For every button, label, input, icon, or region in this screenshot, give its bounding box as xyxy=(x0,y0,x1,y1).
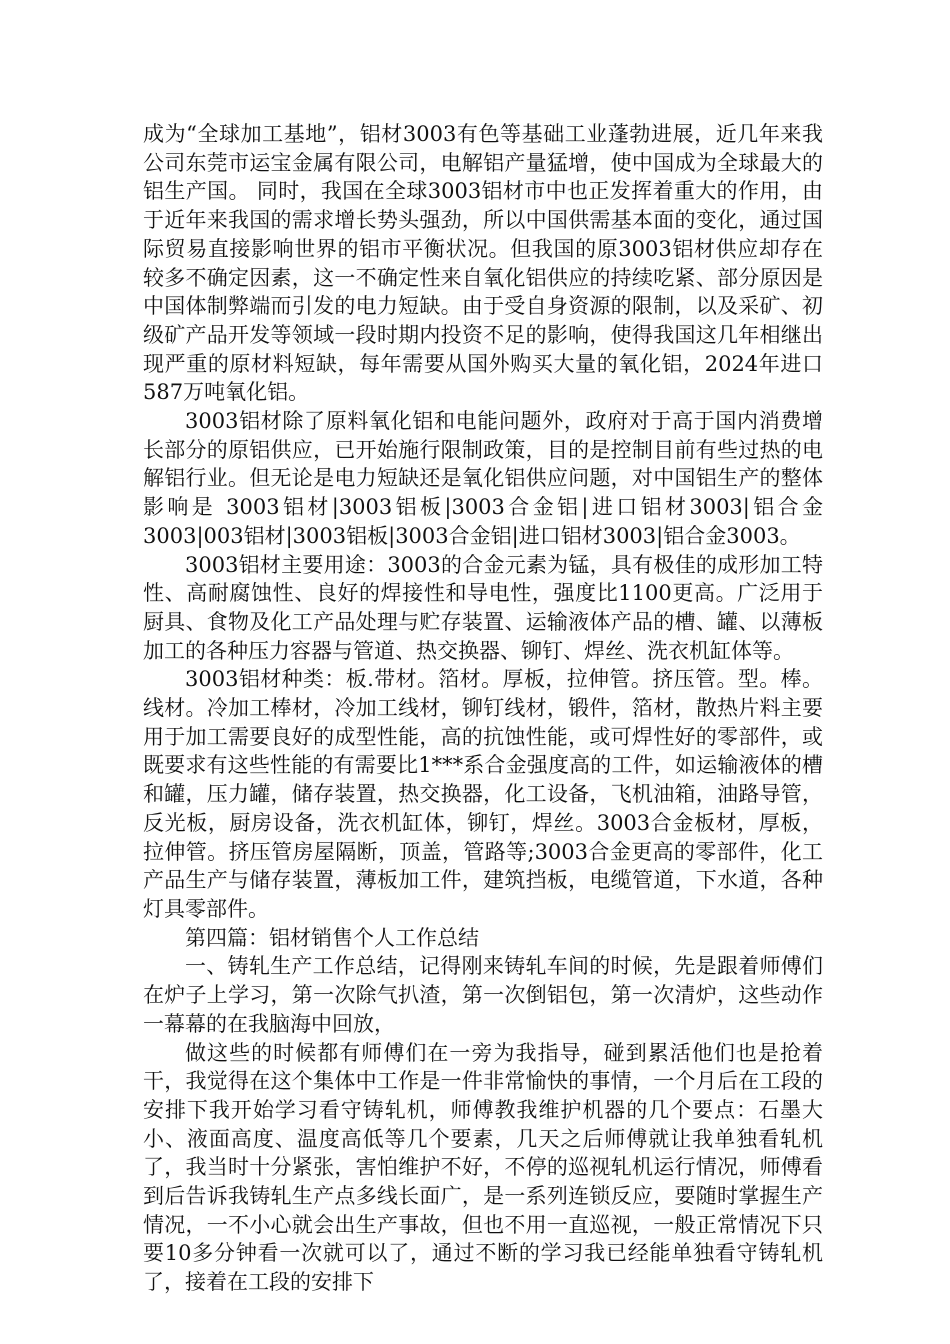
paragraph-1: 成为“全球加工基地”，铝材3003有色等基础工业蓬勃进展，近几年来我公司东莞市运宝金属有限公司，电解铝产量猛增，使中国成为全球最大的铝生产国。 同时，我国在全球3003铝材市中也正发挥着重大的作用，由于近年来我国的需求增长势头强劲，所以中国供需基本面的变化，通过国际贸易直接影响世界的铝市平衡状况。但我国的原3003铝材供应却存在较多不确定因素，这一不确定性来自氧化铝供应的持续吃紧、部分原因是中国体制弊端而引发的电力短缺。由于受自身资源的限制，以及采矿、初级矿产品开发等领域一段时期内投资不足的影响，使得我国这几年相继出现严重的原材料短缺，每年需要从国外购买大量的氧化铝，2024年进口587万吨氧化铝。 xyxy=(143,122,823,405)
paragraph-5: 一、铸轧生产工作总结，记得刚来铸轧车间的时候，先是跟着师傅们在炉子上学习，第一次除气扒渣，第一次倒铝包，第一次清炉，这些动作一幕幕的在我脑海中回放， xyxy=(143,954,823,1036)
paragraph-6: 做这些的时候都有师傅们在一旁为我指导，碰到累活他们也是抢着干，我觉得在这个集体中工作是一件非常愉快的事情，一个月后在工段的安排下我开始学习看守铸轧机，师傅教我维护机器的几个要点：石墨大小、液面高度、温度高低等几个要素，几天之后师傅就让我单独看轧机了，我当时十分紧张，害怕维护不好，不停的巡视轧机运行情况，师傅看到后告诉我铸轧生产点多线长面广，是一系列连锁反应，要随时掌握生产情况，一不小心就会出生产事故，但也不用一直巡视，一般正常情况下只要10多分钟看一次就可以了，通过不断的学习我已经能单独看守铸轧机了，接着在工段的安排下 xyxy=(143,1040,823,1295)
paragraph-4: 3003铝材种类：板.带材。箔材。厚板，拉伸管。挤压管。型。棒。线材。冷加工棒材，冷加工线材，铆钉线材，锻件，箔材，散热片料主要用于加工需要良好的成型性能，高的抗蚀性能，或可焊性好的零部件，或既要求有这些性能的有需要比1***系合金强度高的工件，如运输液体的槽和罐，压力罐，储存装置，热交换器，化工设备，飞机油箱，油路导管，反光板，厨房设备，洗衣机缸体，铆钉，焊丝。3003合金板材，厚板，拉伸管。挤压管房屋隔断，顶盖，管路等;3003合金更高的零部件，化工产品生产与储存装置，薄板加工件，建筑挡板，电缆管道，下水道，各种灯具零部件。 xyxy=(143,667,823,921)
section-heading: 第四篇：铝材销售个人工作总结 xyxy=(185,925,479,950)
paragraph-2: 3003铝材除了原料氧化铝和电能问题外，政府对于高于国内消费增长部分的原铝供应，已开始施行限制政策，目的是控制目前有些过热的电解铝行业。但无论是电力短缺还是氧化铝供应问题，对中国铝生产的整体影响是 3003铝材|3003铝板|3003合金铝|进口铝材3003|铝合金3003|003铝材|3003铝板|3003合金铝|进口铝材3003|铝合金3003。 xyxy=(143,409,823,548)
paragraph-3: 3003铝材主要用途：3003的合金元素为锰，具有极佳的成形加工特性、高耐腐蚀性、良好的焊接性和导电性，强度比1100更高。广泛用于厨具、食物及化工产品处理与贮存装置、运输液体产品的槽、罐、以薄板加工的各种压力容器与管道、热交换器、铆钉、焊丝、洗衣机缸体等。 xyxy=(143,552,823,663)
document-body xyxy=(143,120,823,1297)
